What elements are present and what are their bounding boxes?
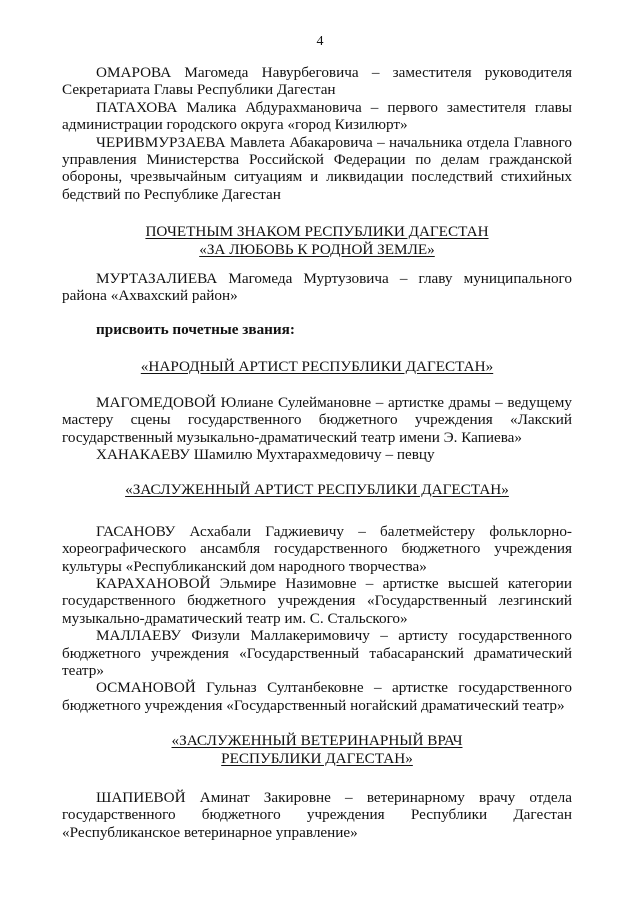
zasl-vet-heading-line1: «ЗАСЛУЖЕННЫЙ ВЕТЕРИНАРНЫЙ ВРАЧ xyxy=(171,732,463,750)
zasl-vet-entry-shapieva: ШАПИЕВОЙ Аминат Закировне – ветеринарному врачу отдела государственного бюджетного учреждения Республики Дагестан «Республиканское ветеринарное управление» xyxy=(62,789,572,841)
page-number: 4 xyxy=(316,34,324,49)
zasl-vet-heading-line2: РЕСПУБЛИКИ ДАГЕСТАН» xyxy=(221,749,413,767)
zasl-artist-entry-karakhanova: КАРАХАНОВОЙ Эльмире Назимовне – артистке высшей категории государственного бюджетного учреждения «Государственный лезгинский музыкально-драматический театр им. С. Стальского» xyxy=(62,574,572,627)
intro-entry-omarov: ОМАРОВА Магомеда Навурбеговича – заместителя руководителя Секретариата Главы Республики Дагестан xyxy=(62,64,572,99)
znak-heading-line2: «ЗА ЛЮБОВЬ К РОДНОЙ ЗЕМЛЕ» xyxy=(199,240,435,258)
document-body xyxy=(62,64,572,841)
zasl-artist-heading: «ЗАСЛУЖЕННЫЙ АРТИСТ РЕСПУБЛИКИ ДАГЕСТАН» xyxy=(125,481,509,499)
znak-heading-line1: ПОЧЕТНЫМ ЗНАКОМ РЕСПУБЛИКИ ДАГЕСТАН xyxy=(145,223,489,241)
zasl-artist-entry-osmanova: ОСМАНОВОЙ Гульназ Султанбековне – артистке государственного бюджетного учреждения «Государственный ногайский драматический театр» xyxy=(62,679,572,714)
znak-entry-murtazaliev: МУРТАЗАЛИЕВА Магомеда Муртузовича – главу муниципального района «Ахвахский район» xyxy=(62,270,572,305)
assign-label: присвоить почетные звания: xyxy=(96,320,295,338)
zasl-artist-entry-mallaev: МАЛЛАЕВУ Физули Маллакеримовичу – артисту государственного бюджетного учреждения «Государственный табасаранский драматический театр» xyxy=(62,627,572,679)
intro-entry-patakhov: ПАТАХОВА Малика Абдурахмановича – первого заместителя главы администрации городского округа «город Кизилюрт» xyxy=(62,98,572,134)
intro-entry-cherivmurzaev: ЧЕРИВМУРЗАЕВА Мавлета Абакаровича – начальника отдела Главного управления Министерства Российской Федерации по делам гражданской обороны, чрезвычайным ситуациям и ликвидации последствий стихийных бедствий по Республике Дагестан xyxy=(62,133,572,203)
narodny-entry-magomedova: МАГОМЕДОВОЙ Юлиане Сулеймановне – артистке драмы – ведущему мастеру сцены государственного бюджетного учреждения «Лакский государственный музыкально-драматический театр имени Э. Капиева» xyxy=(62,393,572,446)
narodny-entry-khanakaev: ХАНАКАЕВУ Шамилю Мухтарахмедовичу – певцу xyxy=(96,445,435,463)
narodny-heading: «НАРОДНЫЙ АРТИСТ РЕСПУБЛИКИ ДАГЕСТАН» xyxy=(140,358,494,376)
zasl-artist-entry-gasanov: ГАСАНОВУ Асхабали Гаджиевичу – балетмейстеру фольклорно-хореографического ансамбля государственного бюджетного учреждения культуры «Республиканский дом народного творчества» xyxy=(62,522,572,575)
